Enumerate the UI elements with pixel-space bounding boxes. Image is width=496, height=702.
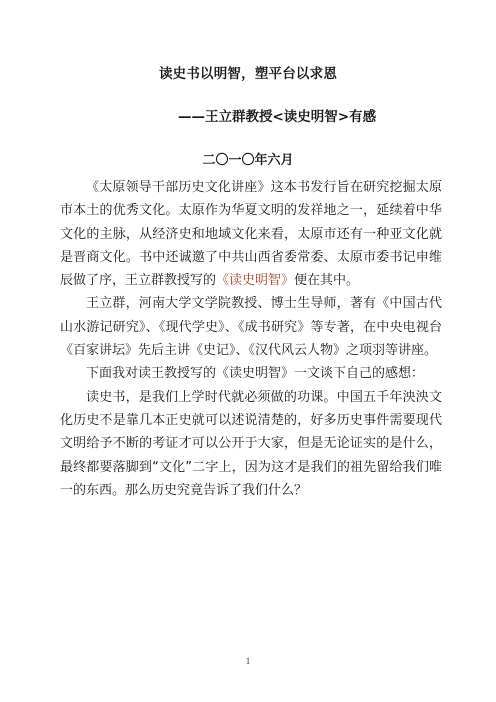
paragraph-1-text: 《太原领导干部历史文化讲座》这本书发行旨在研究挖掘太原市本土的优秀文化。太原作为华夏文明的发祥地之一，延续着中华文化的主脉，从经济史和地域文化来看，太原市还有一种亚文化就是晋商文化。书中还诚邀了中共山西省委常委、太原市委书记申维辰做了序，王立群教授写的 <box>60 180 442 289</box>
document-date: 二〇一〇年六月 <box>202 153 294 168</box>
paragraph-1-tail: 便在其中。 <box>294 273 360 289</box>
paragraph-2: 王立群，河南大学文学院教授、博士生导师，著有《中国古代山水游记研究》、《现代学史》、《成书研究》等专著，在中央电视台《百家讲坛》先后主讲《史记》、《汉代风云人物》之项羽等讲座。 <box>60 296 442 359</box>
document-body <box>60 176 442 502</box>
page-number: 1 <box>245 656 251 666</box>
paragraph-3: 下面我对读王教授写的《读史明智》一文谈下自己的感想： <box>86 366 425 382</box>
document-subtitle: ——王立群教授<读史明智>有感 <box>178 109 377 125</box>
book-title-highlight: 《读史明智》 <box>216 273 295 289</box>
paragraph-1 <box>60 176 442 292</box>
paragraph-4: 读史书，是我们上学时代就必须做的功课。中国五千年泱泱文化历史不是靠几本正史就可以述说清楚的，好多历史事件需要现代文明给予不断的考证才可以公开于大家，但是无论证实的是什么，最终都要落脚到“文化”二字上，因为这才是我们的祖先留给我们唯一的东西。那么历史究竟告诉了我们什么？ <box>60 389 442 498</box>
document-title: 读史书以明智，塑平台以求恩 <box>158 66 338 82</box>
